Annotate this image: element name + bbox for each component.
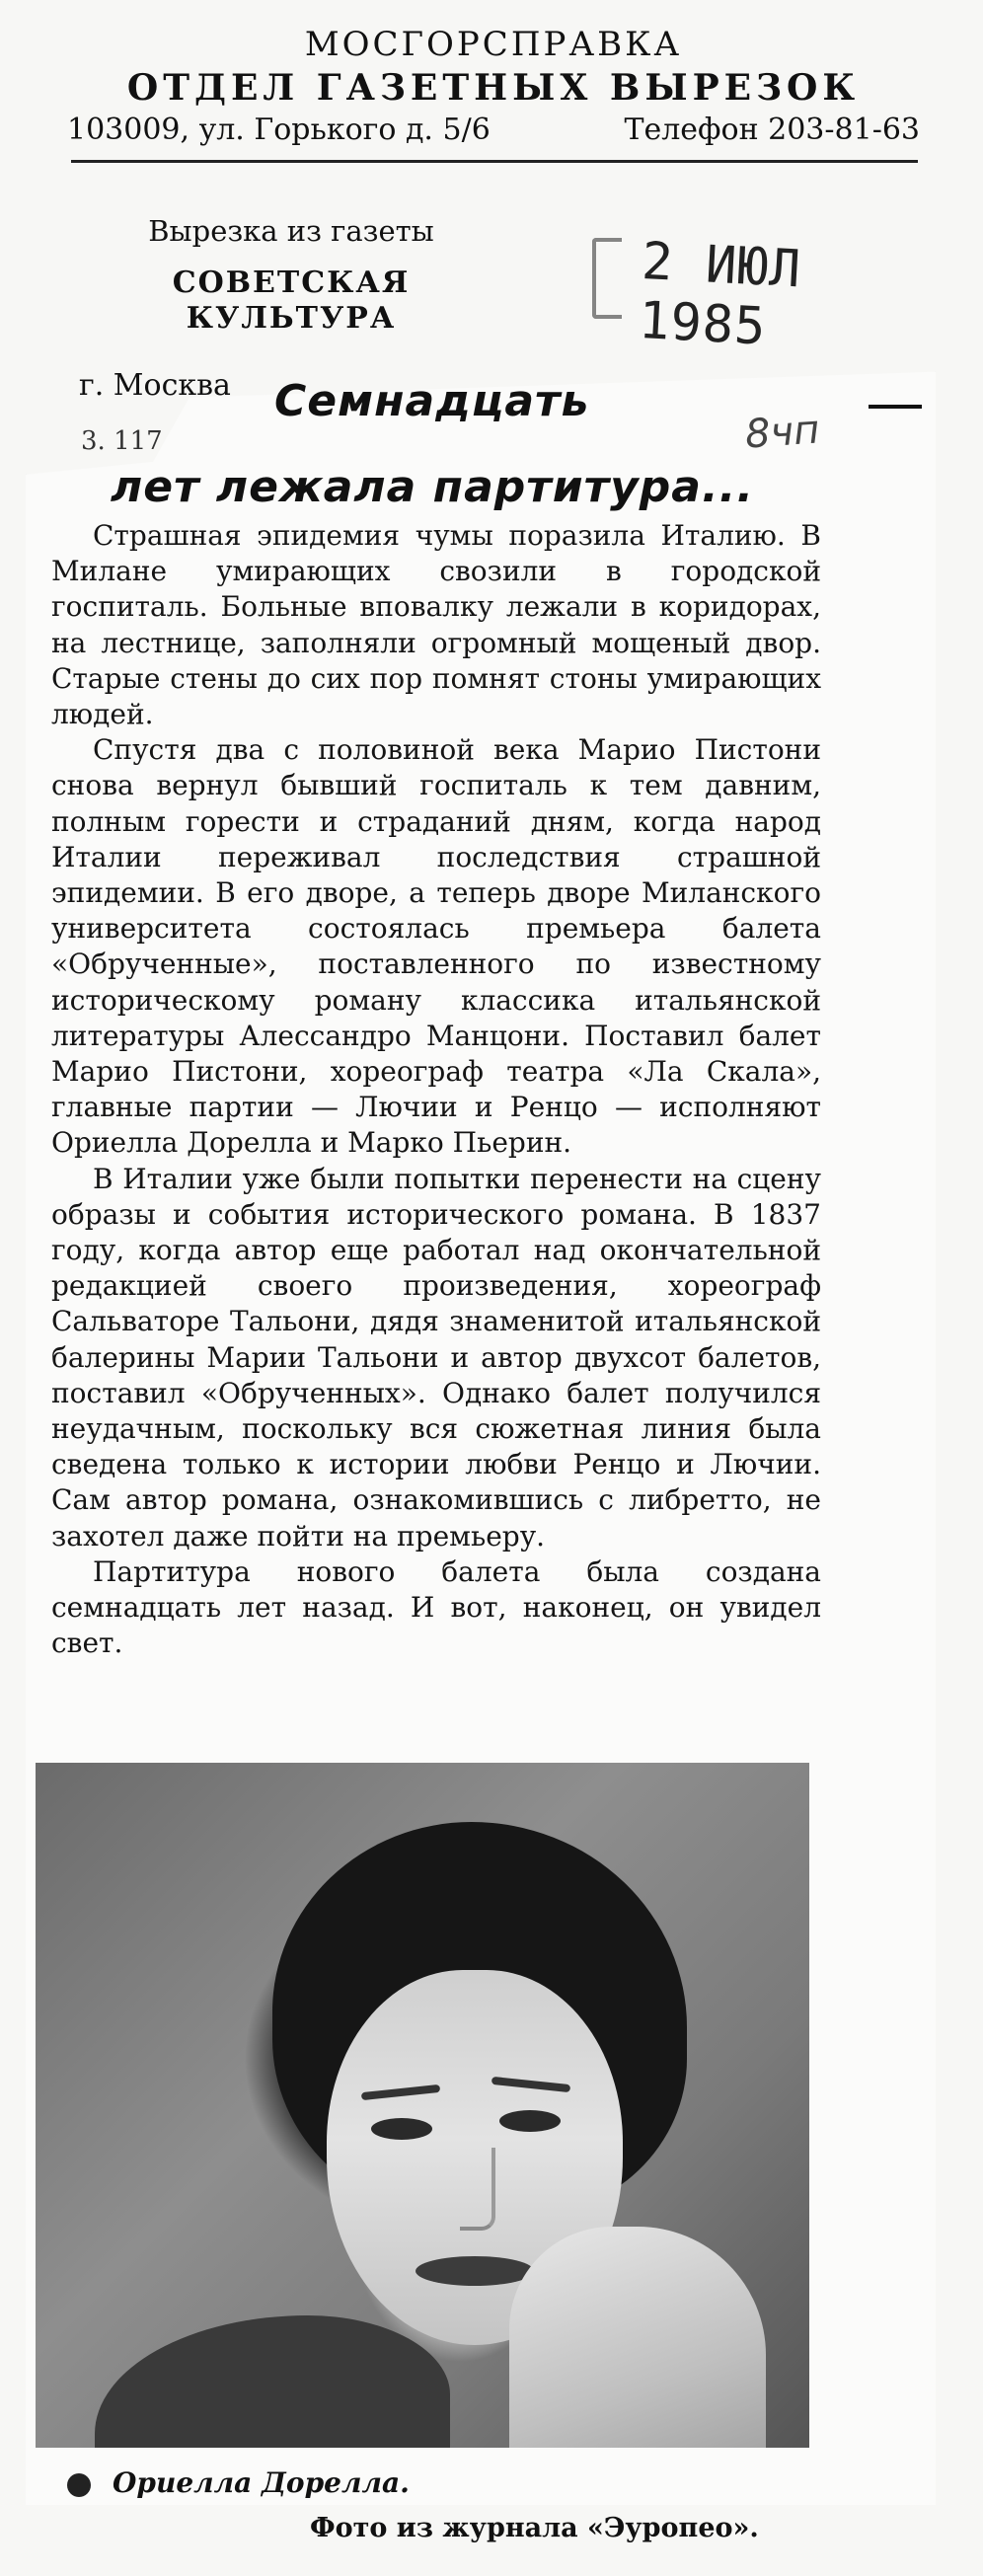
source-block	[128, 212, 454, 337]
photo-nose	[460, 2148, 495, 2231]
date-stamp	[592, 232, 957, 357]
agency-phone: Телефон 203-81-63	[624, 113, 920, 147]
newspaper-name	[128, 265, 454, 337]
article-paragraph: В Италии уже были попытки перенести на сцену образы и события исторического романа. В 1837 году, когда автор еще работал над окончательной редакцией своего произведения, хореограф Сальваторе Тальони, дядя знаменитой итальянской балерины Марии Тальони и автор двухсот балетов, поставил «Обрученных». Однако балет получился неудачным, поскольку вся сюжетная линия была сведена только к истории любви Ренцо и Лючии. Сам автор романа, ознакомившись с либретто, не захотел даже пойти на премьеру.	[51, 1162, 821, 1553]
photo-right-eye	[499, 2110, 561, 2132]
photo-lips	[416, 2256, 534, 2286]
photo-left-eye	[371, 2118, 432, 2140]
portrait-photo	[36, 1763, 809, 2448]
agency-name: МОСГОРСПРАВКА	[304, 25, 683, 64]
source-label: Вырезка из газеты	[148, 214, 434, 248]
department-name: ОТДЕЛ ГАЗЕТНЫХ ВЫРЕЗОК	[126, 67, 861, 109]
headline-line2: лет лежала партитура...	[111, 462, 755, 512]
article-paragraph: Спустя два с половиной века Марио Пистони снова вернул бывший госпиталь к тем давним, полным горести и страданий дням, когда народ Италии переживал последствия страшной эпидемии. В его дворе, а теперь дворе Миланского университета состоялась премьера балета «Обрученные», поставленного по известному историческому роману классика итальянской литературы Алессандро Манцони. Поставил балет Марио Пистони, хореограф театра «Ла Скала», главные партии — Лючии и Ренцо — исполняют Ориелла Дорелла и Марко Пьерин.	[51, 733, 821, 1160]
date-stamp-bracket	[592, 238, 622, 319]
handwritten-note: 8чп	[743, 407, 821, 458]
photo-collar	[509, 2227, 766, 2448]
agency-address: 103009, ул. Горького д. 5/6	[67, 113, 491, 147]
headline-dash	[869, 405, 922, 409]
contact-line	[59, 111, 928, 150]
caption-name: Ориелла Дорелла.	[113, 2466, 410, 2499]
article-paragraph: Партитура нового балета была создана семнадцать лет назад. И вот, наконец, он увидел свет.	[51, 1554, 821, 1660]
photo-credit: Фото из журнала «Эуропео».	[310, 2513, 759, 2543]
photo-shoulder	[95, 2315, 450, 2448]
newspaper-name-line1: СОВЕТСКАЯ	[172, 265, 411, 300]
date-stamp-text: 2 ИЮЛ 1985	[637, 232, 803, 357]
newspaper-name-line2: КУЛЬТУРА	[186, 301, 397, 336]
caption-bullet-icon	[67, 2473, 91, 2497]
headline-line1: Семнадцать	[274, 376, 590, 426]
stamp-divider	[71, 160, 918, 163]
city-number: 3. 117	[81, 426, 163, 456]
article-paragraph: Страшная эпидемия чумы поразила Италию. В Милане умирающих свозили в городской госпиталь. Больные вповалку лежали в коридорах, на лестнице, заполняли огромный мощеный двор. Старые стены до сих пор помнят стоны умирающих людей.	[51, 519, 821, 731]
city-label: г. Москва	[79, 368, 231, 403]
article-body	[51, 518, 821, 1662]
agency-stamp	[59, 24, 928, 150]
